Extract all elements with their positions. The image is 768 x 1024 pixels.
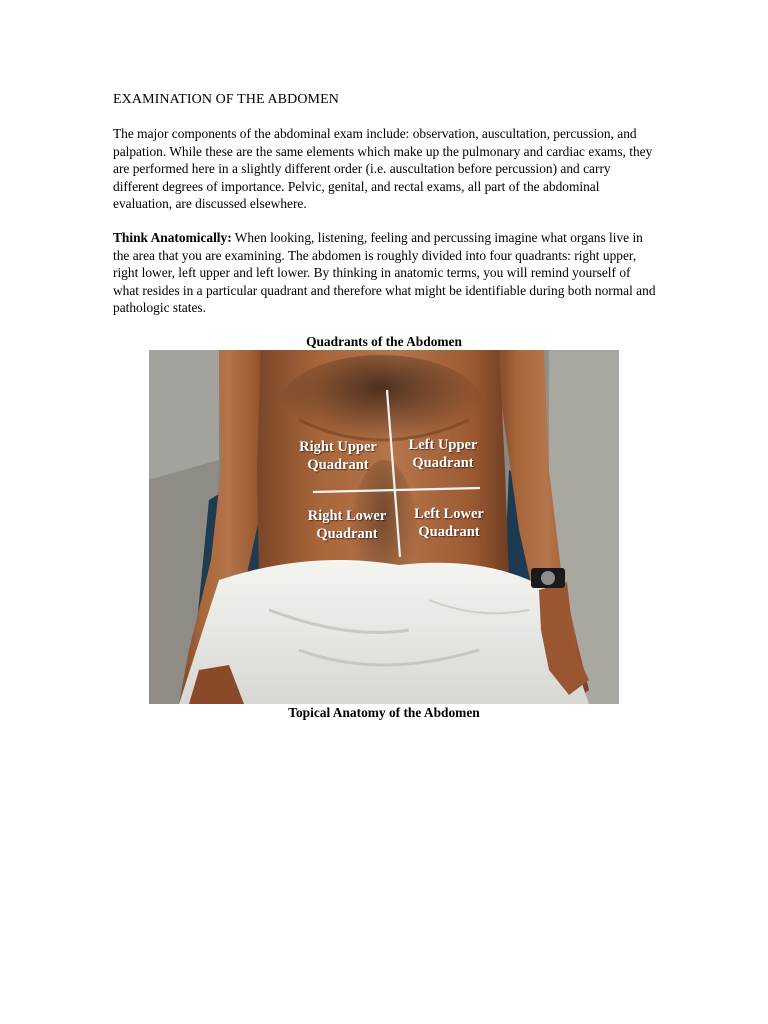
left-lower-quadrant-label: Left Lower Quadrant <box>414 506 484 540</box>
right-upper-quadrant-label: Right Upper Quadrant <box>299 439 377 473</box>
think-anatomically-paragraph <box>113 229 658 317</box>
abdomen-quadrants-photo <box>149 350 619 704</box>
paragraph-lead: Think Anatomically: <box>113 230 232 245</box>
intro-paragraph: The major components of the abdominal exam include: observation, auscultation, percussion, and palpation. While these are the same elements which make up the pulmonary and cardiac exams, they are performed here in a slightly different order (i.e. auscultation before percussion) and carry different degrees of importance. Pelvic, genital, and rectal exams, all part of the abdominal evaluation, are discussed elsewhere. <box>113 126 653 212</box>
document-title: EXAMINATION OF THE ABDOMEN <box>113 92 339 107</box>
left-upper-quadrant-label: Left Upper Quadrant <box>408 437 478 471</box>
figure-title: Quadrants of the Abdomen <box>306 334 462 349</box>
paragraph-body: When looking, listening, feeling and percussing imagine what organs live in the area that you are examining. The abdomen is roughly divided into four quadrants: right upper, right lower, left upper and left lower. By thinking in anatomic terms, you will remind yourself of what resides in a particular quadrant and therefore what might be identifiable during both normal and pathologic states. <box>113 230 656 316</box>
right-lower-quadrant-label: Right Lower Quadrant <box>307 508 387 542</box>
figure-caption: Topical Anatomy of the Abdomen <box>288 705 480 720</box>
